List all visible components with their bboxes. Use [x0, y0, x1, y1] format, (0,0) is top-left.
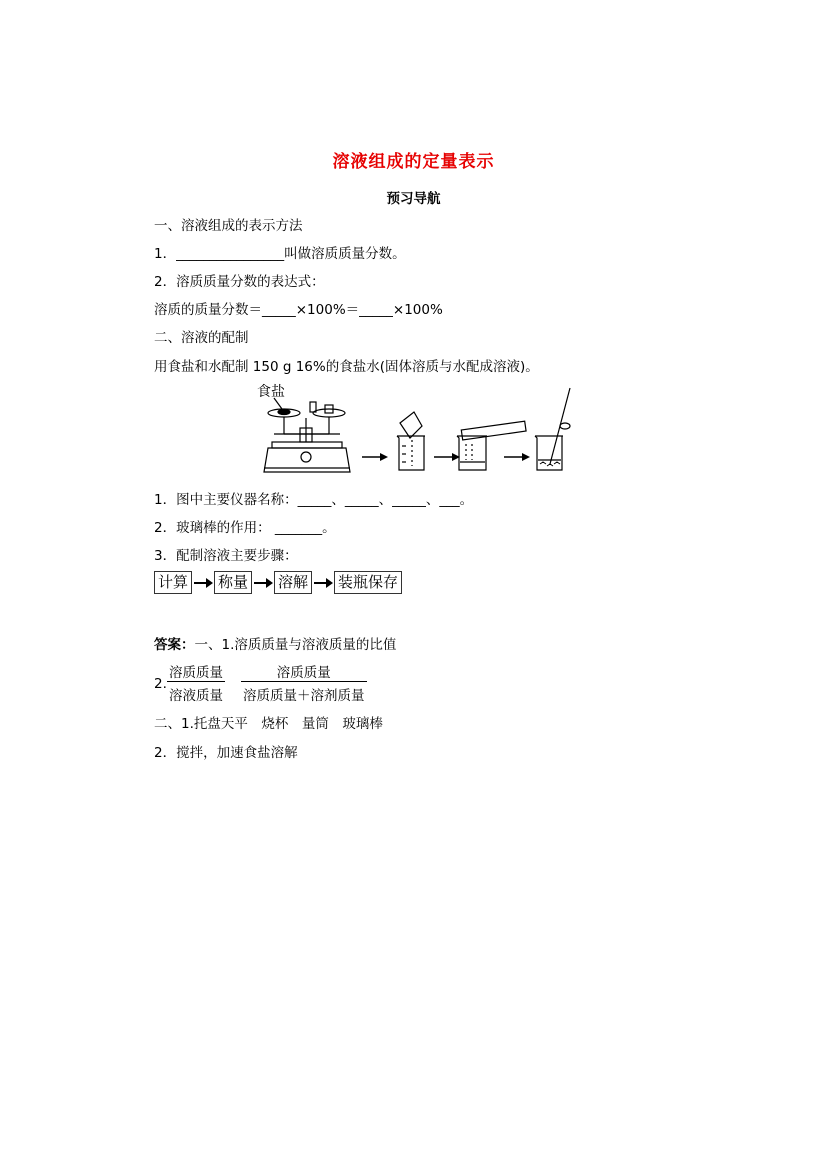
stirring-beaker-icon [535, 388, 570, 470]
fraction-2 [241, 661, 367, 704]
section-heading: 预习导航 [386, 191, 441, 207]
answer-4: 2．搅拌，加速食盐溶解 [154, 745, 298, 761]
answers-line-1 [154, 633, 396, 653]
balance-icon [264, 398, 350, 472]
beaker-icon [397, 412, 425, 470]
part1-question-2: 2．溶质质量分数的表达式： [154, 274, 325, 290]
part2-question-2: 2．玻璃棒的作用： _______。 [154, 520, 336, 536]
answers-label: 答案： [154, 637, 195, 653]
page-title: 溶液组成的定量表示 [332, 152, 495, 172]
step-bottle: 装瓶保存 [334, 571, 402, 594]
part1-heading: 一、溶液组成的表示方法 [154, 218, 303, 234]
arrow-right-icon [252, 578, 274, 588]
arrow-icon [504, 453, 530, 461]
arrow-icon [362, 453, 388, 461]
fraction-2-denominator: 溶质质量＋溶剂质量 [241, 681, 367, 704]
fraction-1-denominator: 溶液质量 [167, 681, 225, 704]
apparatus-figure [254, 378, 574, 478]
step-calculate: 计算 [154, 571, 192, 594]
step-dissolve: 溶解 [274, 571, 312, 594]
arrow-right-icon [312, 578, 334, 588]
formula-line: 溶质的质量分数＝_____×100%＝_____×100% [154, 302, 443, 318]
fraction-1 [167, 661, 225, 704]
fraction-2-numerator: 溶质质量 [276, 665, 331, 681]
part2-question-1: 1．图中主要仪器名称：_____、_____、_____、___。 [154, 492, 474, 508]
answer-1: 一、1.溶质质量与溶液质量的比值 [194, 637, 397, 653]
part2-heading: 二、溶液的配制 [154, 330, 249, 346]
part2-question-3: 3．配制溶液主要步骤： [154, 548, 298, 564]
answer-2-prefix: 2. [154, 676, 167, 692]
figure-label-salt: 食盐 [257, 384, 285, 400]
part1-question-1: 1．________________叫做溶质质量分数。 [154, 246, 406, 262]
part2-intro: 用食盐和水配制 150 g 16%的食盐水(固体溶质与水配成溶液)。 [154, 359, 539, 375]
arrow-icon [434, 453, 460, 461]
step-weigh: 称量 [214, 571, 252, 594]
arrow-right-icon [192, 578, 214, 588]
beaker-with-cylinder-icon [457, 421, 526, 470]
answer-3: 二、1.托盘天平 烧杯 量筒 玻璃棒 [154, 716, 383, 732]
steps-flow [154, 571, 402, 594]
fraction-1-numerator: 溶质质量 [169, 665, 223, 681]
